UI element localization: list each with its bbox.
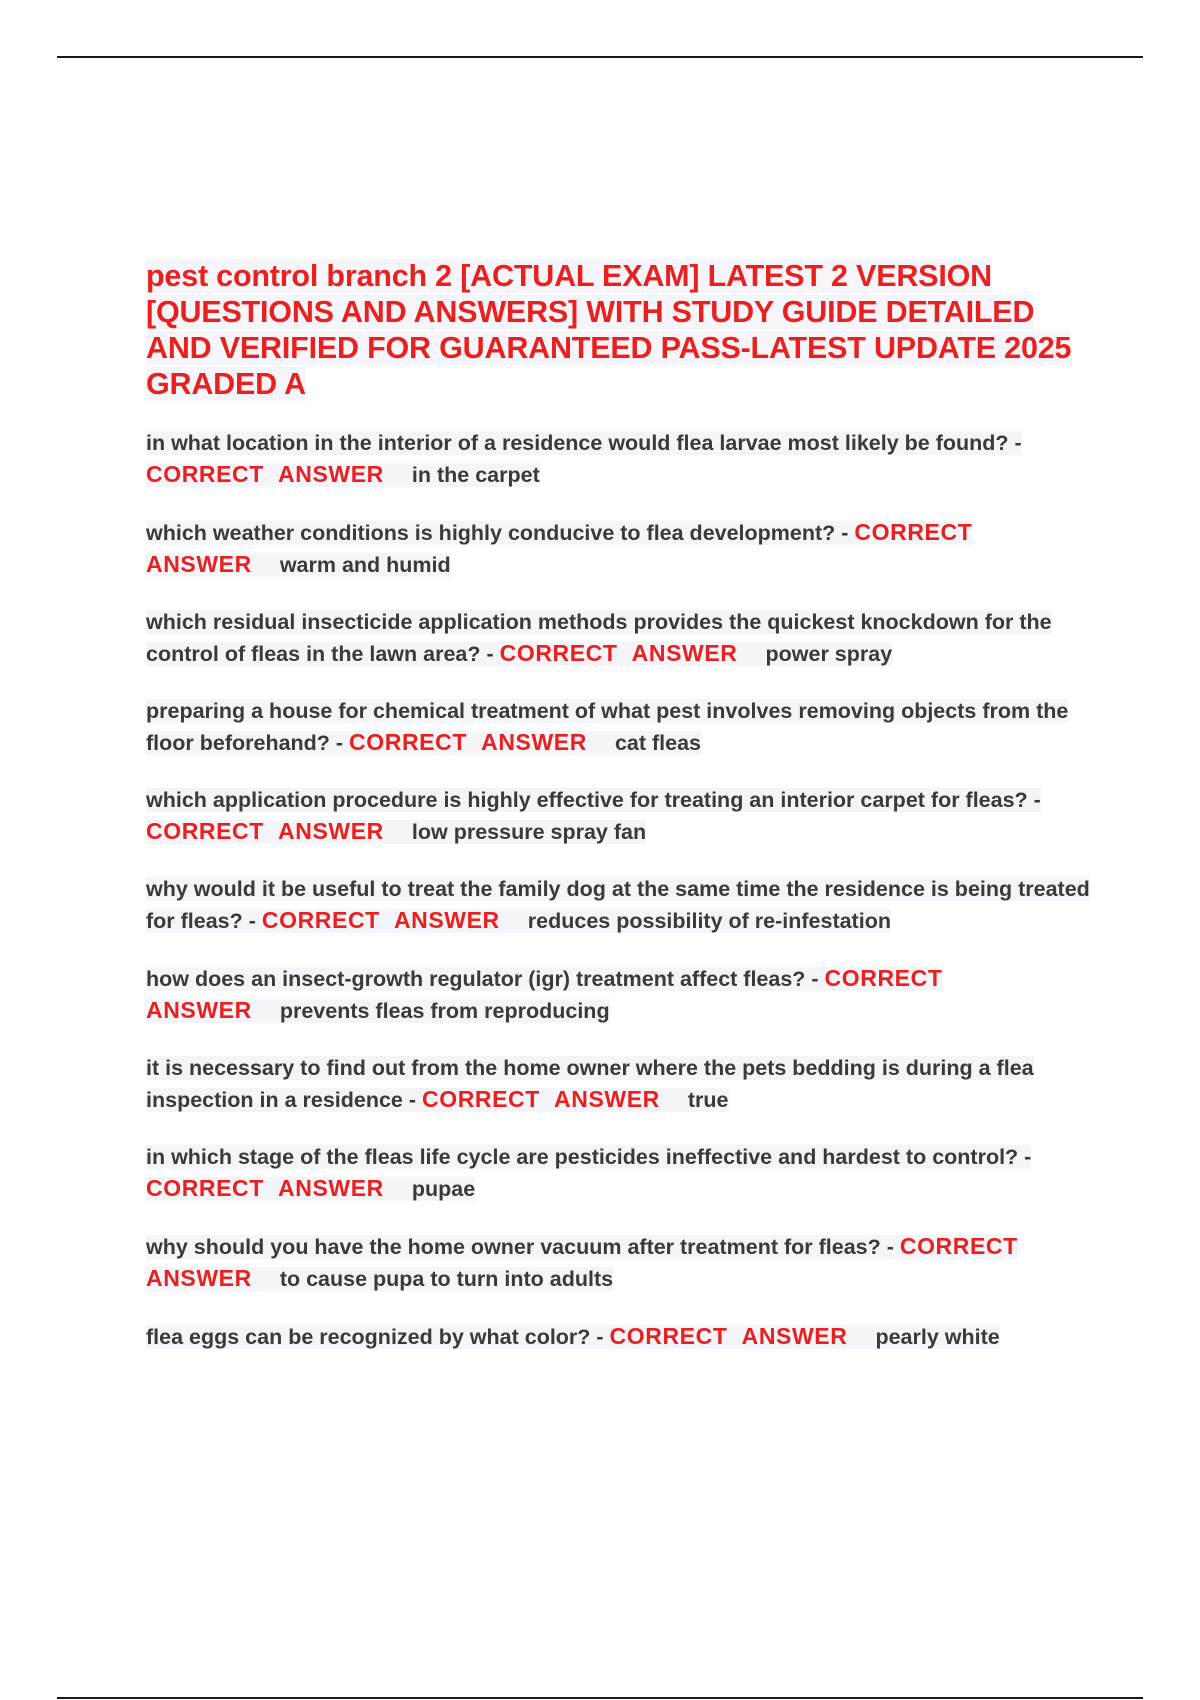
correct-answer-label: CORRECT ANSWER <box>146 519 973 577</box>
question-text: in what location in the interior of a residence would flea larvae most likely be found? <box>146 431 1009 455</box>
qa-item-3 <box>146 607 1096 670</box>
question-separator: - <box>805 967 825 991</box>
correct-answer-label: CORRECT ANSWER <box>422 1086 660 1112</box>
question-separator: - <box>1027 788 1041 812</box>
answer-text: pearly white <box>875 1325 1000 1349</box>
question-separator: - <box>835 521 855 545</box>
question-separator: - <box>880 1235 900 1259</box>
correct-answer-label: CORRECT ANSWER <box>146 818 384 844</box>
question-text: why should you have the home owner vacuum after treatment for fleas? <box>146 1235 881 1259</box>
answer-text: pupae <box>411 1177 476 1201</box>
qa-item-7 <box>146 963 1096 1027</box>
question-text: which weather conditions is highly conducive to flea development? <box>146 521 836 545</box>
qa-item-4 <box>146 696 1096 759</box>
top-divider <box>57 56 1143 58</box>
qa-item-6 <box>146 874 1096 937</box>
answer-text: cat fleas <box>614 731 701 755</box>
question-text: preparing a house for chemical treatment of what pest involves removing objects from the floor beforehand? <box>146 699 1069 755</box>
correct-answer-label: CORRECT ANSWER <box>146 1233 1018 1291</box>
question-text: why would it be useful to treat the family dog at the same time the residence is being treated for fleas? <box>146 877 1090 933</box>
qa-item-10 <box>146 1231 1096 1295</box>
answer-text: to cause pupa to turn into adults <box>279 1267 614 1291</box>
answer-text: prevents fleas from reproducing <box>279 999 610 1023</box>
correct-answer-label: CORRECT ANSWER <box>261 907 500 933</box>
answer-text: in the carpet <box>411 463 540 487</box>
question-separator: - <box>402 1088 422 1112</box>
question-separator: - <box>242 909 262 933</box>
question-text: which application procedure is highly effective for treating an interior carpet for fleas? <box>146 788 1028 812</box>
document-title: pest control branch 2 [ACTUAL EXAM] LATEST 2 VERSION [QUESTIONS AND ANSWERS] WITH STUDY GUIDE DETAILED AND VERIFIED FOR GUARANTEED PASS-LATEST UPDATE 2025 GRADED A <box>146 259 1072 401</box>
qa-item-1 <box>146 428 1096 491</box>
question-text: in which stage of the fleas life cycle are pesticides ineffective and hardest to control? <box>146 1145 1019 1169</box>
correct-answer-label: CORRECT ANSWER <box>349 729 587 755</box>
question-text: flea eggs can be recognized by what color? <box>146 1325 591 1349</box>
correct-answer-label: CORRECT ANSWER <box>499 640 738 666</box>
bottom-divider <box>57 1697 1143 1699</box>
correct-answer-label: CORRECT ANSWER <box>146 461 384 487</box>
qa-item-2 <box>146 517 1096 581</box>
question-text: it is necessary to find out from the home owner where the pets bedding is during a flea inspection in a residence <box>146 1056 1034 1112</box>
correct-answer-label: CORRECT ANSWER <box>146 1175 384 1201</box>
answer-text: reduces possibility of re-infestation <box>527 909 891 933</box>
document-body <box>146 258 1096 1379</box>
question-separator: - <box>1018 1145 1032 1169</box>
answer-text: warm and humid <box>279 553 451 577</box>
answer-text: power spray <box>765 642 893 666</box>
question-separator: - <box>329 731 350 755</box>
qa-item-8 <box>146 1053 1096 1116</box>
correct-answer-label: CORRECT ANSWER <box>146 965 943 1023</box>
question-separator: - <box>480 642 500 666</box>
qa-item-11 <box>146 1321 1096 1353</box>
question-separator: - <box>590 1325 610 1349</box>
answer-text: true <box>687 1088 729 1112</box>
question-separator: - <box>1008 431 1022 455</box>
title-block <box>146 258 1096 402</box>
answer-text: low pressure spray fan <box>411 820 647 844</box>
correct-answer-label: CORRECT ANSWER <box>609 1323 848 1349</box>
question-text: which residual insecticide application methods provides the quickest knockdown for the control of fleas in the lawn area? <box>146 610 1052 666</box>
question-text: how does an insect-growth regulator (igr) treatment affect fleas? <box>146 967 806 991</box>
qa-item-9 <box>146 1142 1096 1205</box>
qa-item-5 <box>146 785 1096 848</box>
